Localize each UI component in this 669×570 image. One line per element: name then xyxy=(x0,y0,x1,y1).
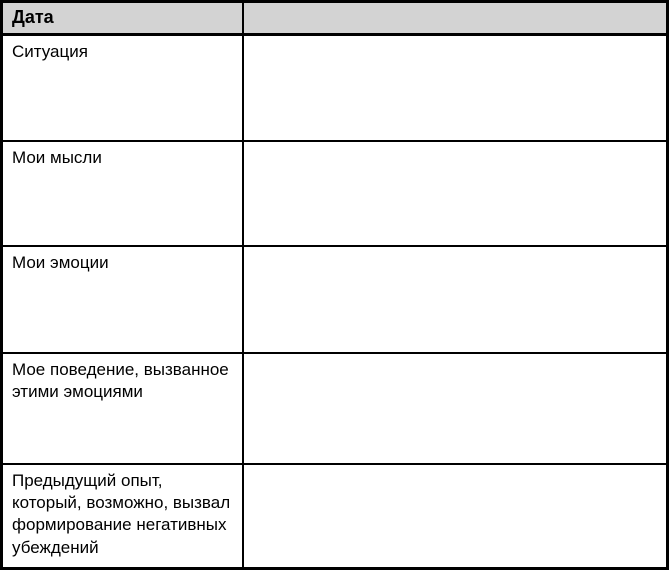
row-label-cell: Предыдущий опыт, который, возможно, вызвал формирование негативных убеждений xyxy=(2,464,243,569)
table-row-experience xyxy=(2,464,668,569)
row-value-cell xyxy=(243,464,668,569)
table-row-emotions xyxy=(2,246,668,353)
row-label-cell: Мои эмоции xyxy=(2,246,243,353)
table-header-row xyxy=(2,2,668,35)
table-row-thoughts xyxy=(2,141,668,246)
header-label-cell: Дата xyxy=(2,2,243,35)
row-value-cell xyxy=(243,246,668,353)
row-label-cell: Мои мысли xyxy=(2,141,243,246)
table-row-situation xyxy=(2,35,668,141)
row-value-cell xyxy=(243,141,668,246)
row-label-cell: Мое поведение, вызванное этими эмоциями xyxy=(2,353,243,464)
table-row-behavior xyxy=(2,353,668,464)
row-label-cell: Ситуация xyxy=(2,35,243,141)
row-value-cell xyxy=(243,35,668,141)
header-value-cell xyxy=(243,2,668,35)
row-value-cell xyxy=(243,353,668,464)
